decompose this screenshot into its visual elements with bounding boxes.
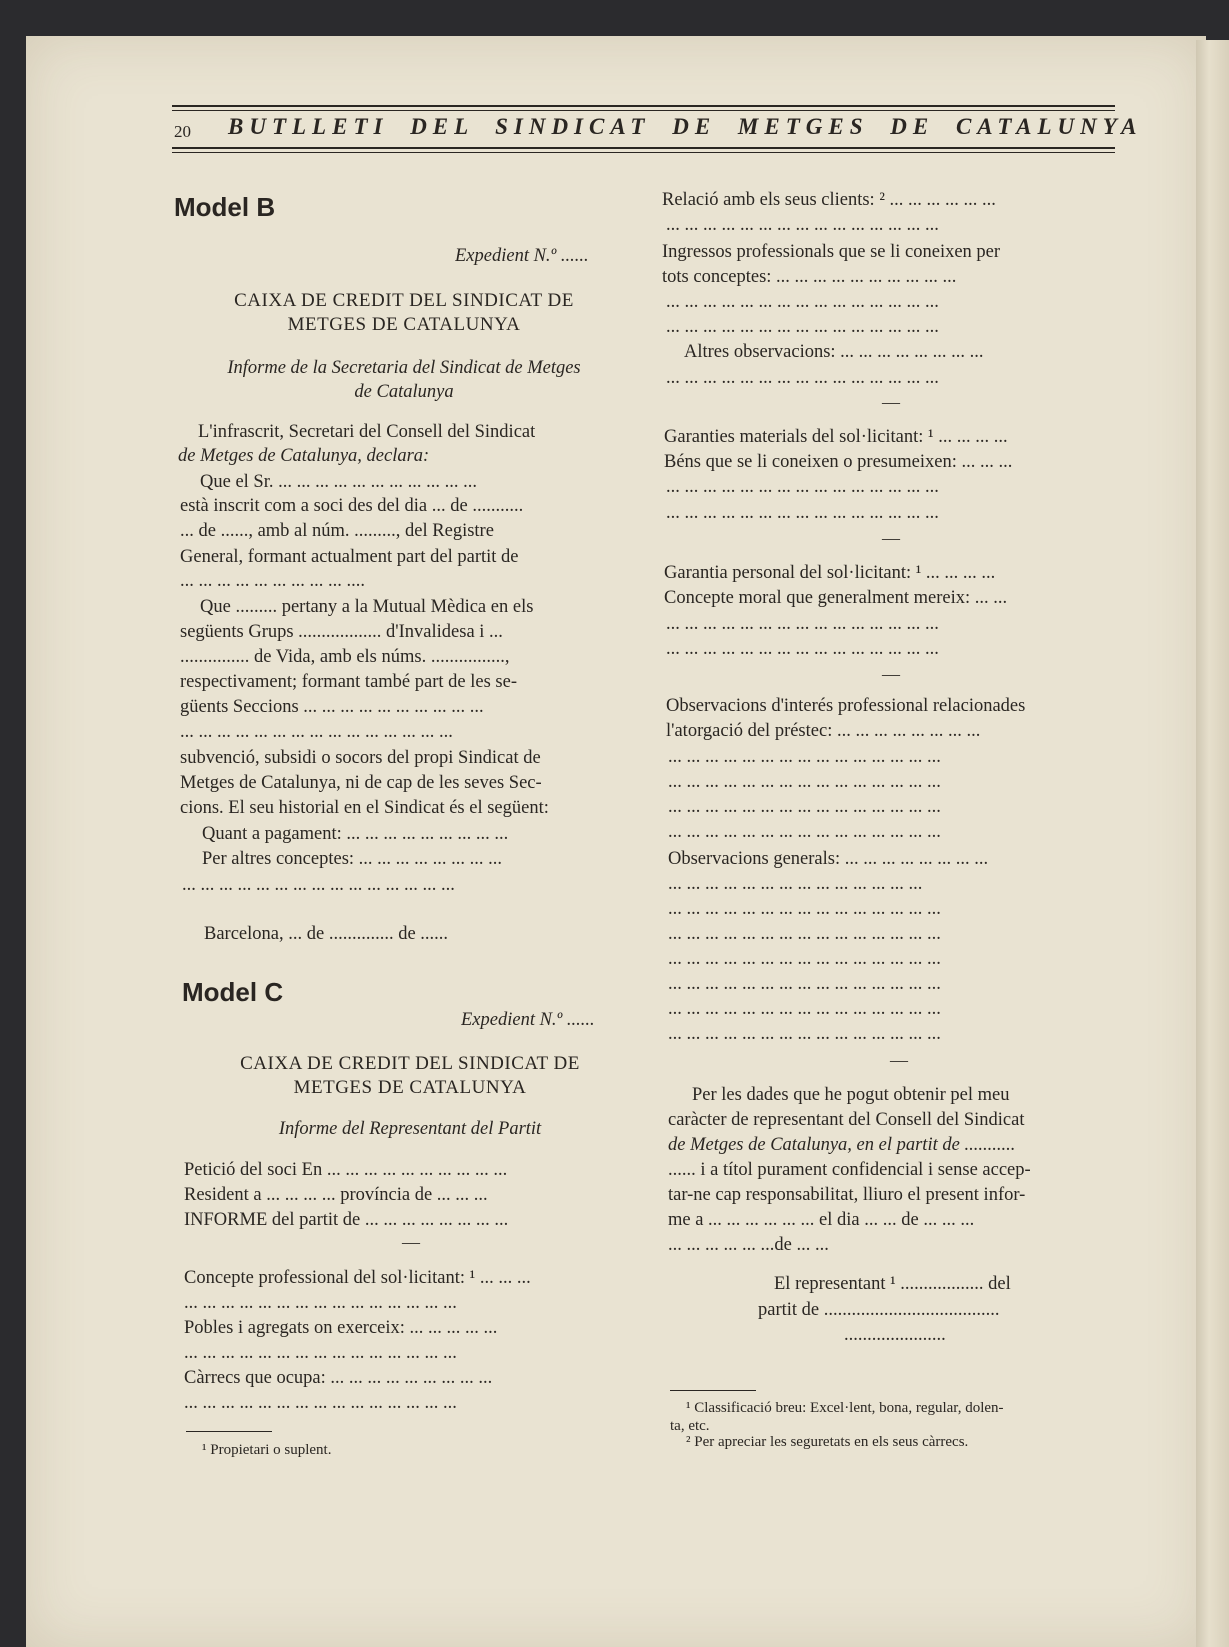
model-c-line: INFORME del partit de ... ... ... ... ... ... ... ...: [184, 1210, 509, 1230]
model-b-line: està inscrit com a soci des del dia ... de ...........: [180, 496, 524, 516]
header-rule-bottom-thin: [172, 152, 1115, 153]
right-line: ... ... ... ... ... ... ... ... ... ... ... ... ... ... ...: [666, 317, 939, 337]
right-line: Altres observacions: ... ... ... ... ... ... ... ...: [684, 342, 984, 362]
right-line: ... ... ... ... ... ... ... ... ... ... ... ... ... ... ...: [666, 368, 939, 388]
right-line: ... ... ... ... ... ... ... ... ... ... ... ... ... ... ...: [668, 899, 941, 919]
model-b-subtitle-line1: Informe de la Secretaria del Sindicat de Metges: [227, 358, 581, 378]
header-rule-top-thin: [172, 110, 1115, 111]
right-line: Observacions d'interés professional relacionades: [666, 696, 1026, 716]
right-line: caràcter de representant del Consell del Sindicat: [668, 1110, 1025, 1130]
page-number: 20: [174, 122, 191, 141]
model-c-line: ... ... ... ... ... ... ... ... ... ... ... ... ... ... ...: [184, 1343, 457, 1363]
book-spine: [1196, 40, 1229, 1647]
model-b-line: Barcelona, ... de .............. de ......: [204, 924, 449, 944]
model-c-line: Concepte professional del sol·licitant: ¹ ... ... ...: [184, 1268, 531, 1288]
signature-line: El representant ¹ .................. del: [774, 1274, 1011, 1294]
model-c-org-line2: METGES DE CATALUNYA: [293, 1077, 527, 1098]
right-line: ... ... ... ... ... ... ... ... ... ... ... ... ... ... ...: [668, 772, 941, 792]
header-rule-top: [172, 105, 1115, 107]
right-line: Relació amb els seus clients: ² ... ... ... ... ... ...: [662, 190, 996, 210]
model-b-line: ... de ......, amb al núm. ........., del Registre: [180, 521, 494, 541]
right-line: ... ... ... ... ... ... ... ... ... ... ... ... ... ... ...: [668, 797, 941, 817]
model-b-line: Per altres conceptes: ... ... ... ... ... ... ... ...: [202, 849, 503, 869]
section-divider: —: [402, 1232, 420, 1252]
model-c-line: Resident a ... ... ... ... província de ... ... ...: [184, 1185, 488, 1205]
model-b-line: cions. El seu historial en el Sindicat és el següent:: [180, 798, 549, 818]
model-c-line: Petició del soci En ... ... ... ... ... ... ... ... ... ...: [184, 1160, 508, 1180]
right-line: Béns que se li coneixen o presumeixen: ... ... ...: [664, 452, 1013, 472]
right-line: ... ... ... ... ... ... ... ... ... ... ... ... ... ... ...: [668, 822, 941, 842]
model-b-line: ... ... ... ... ... ... ... ... ... ... ... ... ... ... ...: [182, 875, 455, 895]
right-line: Ingressos professionals que se li coneixen per: [662, 242, 1001, 262]
right-line: ...... i a títol purament confidencial i sense accep-: [668, 1160, 1031, 1180]
model-b-line: ... ... ... ... ... ... ... ... ... ... ... ... ... ... ...: [180, 722, 453, 742]
running-title: BUTLLETI DEL SINDICAT DE METGES DE CATALUNYA: [228, 114, 1143, 139]
model-b-org-line2: METGES DE CATALUNYA: [287, 314, 521, 335]
model-c-expedient: Expedient N.º ......: [461, 1010, 595, 1030]
signature-line: partit de ......................................: [758, 1300, 1000, 1320]
right-line: Per les dades que he pogut obtenir pel meu: [692, 1085, 1010, 1105]
footnote-2: ² Per apreciar les seguretats en els seus càrrecs.: [686, 1434, 969, 1450]
section-divider: —: [890, 1050, 908, 1070]
right-line: tots conceptes: ... ... ... ... ... ... ... ... ... ...: [662, 267, 957, 287]
model-b-line: subvenció, subsidi o socors del propi Sindicat de: [180, 748, 541, 768]
model-b-line: de Metges de Catalunya, declara:: [178, 446, 430, 466]
model-c-footnote: ¹ Propietari o suplent.: [202, 1442, 332, 1458]
right-line: ... ... ... ... ... ... ... ... ... ... ... ... ... ... ...: [666, 639, 939, 659]
model-b-line: següents Grups .................. d'Invalidesa i ...: [180, 622, 503, 642]
right-line: ... ... ... ... ... ... ... ... ... ... ... ... ... ... ...: [666, 503, 939, 523]
right-line: tar-ne cap responsabilitat, lliuro el present infor-: [668, 1185, 1026, 1205]
right-line: ... ... ... ... ... ... ... ... ... ... ... ... ... ... ...: [666, 614, 939, 634]
right-line: ... ... ... ... ... ... ... ... ... ... ... ... ... ... ...: [668, 1024, 941, 1044]
model-c-line: ... ... ... ... ... ... ... ... ... ... ... ... ... ... ...: [184, 1393, 457, 1413]
section-divider: —: [882, 528, 900, 548]
model-b-org-line1: CAIXA DE CREDIT DEL SINDICAT DE: [234, 290, 574, 311]
model-c-line: Càrrecs que ocupa: ... ... ... ... ... ... ... ... ...: [184, 1368, 493, 1388]
right-line: ... ... ... ... ... ...de ... ...: [668, 1235, 829, 1255]
model-c-line: Pobles i agregats on exerceix: ... ... ... ... ...: [184, 1318, 498, 1338]
model-b-line: ... ... ... ... ... ... ... ... ... ....: [180, 571, 365, 591]
footnote-1: ¹ Classificació breu: Excel·lent, bona, regular, dolen-: [686, 1400, 1004, 1416]
right-line: ... ... ... ... ... ... ... ... ... ... ... ... ... ... ...: [668, 999, 941, 1019]
model-b-expedient: Expedient N.º ......: [455, 246, 589, 266]
right-line: ... ... ... ... ... ... ... ... ... ... ... ... ... ... ...: [668, 949, 941, 969]
right-line: Garanties materials del sol·licitant: ¹ ... ... ... ...: [664, 427, 1008, 447]
right-line: ... ... ... ... ... ... ... ... ... ... ... ... ... ... ...: [666, 292, 939, 312]
model-c-org-line1: CAIXA DE CREDIT DEL SINDICAT DE: [240, 1053, 580, 1074]
right-line: Garantia personal del sol·licitant: ¹ ... ... ... ...: [664, 563, 996, 583]
model-b-line: General, formant actualment part del partit de: [180, 547, 519, 567]
right-line: Observacions generals: ... ... ... ... ... ... ... ...: [668, 849, 989, 869]
right-line: ... ... ... ... ... ... ... ... ... ... ... ... ... ... ...: [666, 477, 939, 497]
right-line: ... ... ... ... ... ... ... ... ... ... ... ... ... ... ...: [668, 747, 941, 767]
right-line: ... ... ... ... ... ... ... ... ... ... ... ... ... ... ...: [668, 924, 941, 944]
section-divider: —: [882, 392, 900, 412]
footnote-rule: [670, 1390, 756, 1391]
model-c-line: ... ... ... ... ... ... ... ... ... ... ... ... ... ... ...: [184, 1293, 457, 1313]
model-b-line: Que el Sr. ... ... ... ... ... ... ... ... ... ... ...: [200, 472, 477, 492]
model-b-line: Que ......... pertany a la Mutual Mèdica en els: [200, 597, 534, 617]
model-b-line: Metges de Catalunya, ni de cap de les seves Sec-: [180, 773, 542, 793]
model-c-subtitle: Informe del Representant del Partit: [278, 1119, 542, 1139]
model-b-line: Quant a pagament: ... ... ... ... ... ... ... ... ...: [202, 824, 509, 844]
right-line: de Metges de Catalunya, en el partit de ...........: [668, 1135, 1016, 1155]
right-line: l'atorgació del préstec: ... ... ... ... ... ... ... ...: [666, 721, 981, 741]
right-line: Concepte moral que generalment mereix: ... ...: [664, 588, 1008, 608]
model-c-title: Model C: [182, 977, 284, 1007]
right-line: ... ... ... ... ... ... ... ... ... ... ... ... ... ... ...: [666, 215, 939, 235]
model-b-title: Model B: [174, 192, 276, 222]
signature-line: ......................: [844, 1325, 946, 1345]
model-b-line: respectivament; formant també part de les se-: [180, 672, 517, 692]
right-line: ... ... ... ... ... ... ... ... ... ... ... ... ... ... ...: [668, 974, 941, 994]
model-b-line: güents Seccions ... ... ... ... ... ... ... ... ... ...: [180, 697, 484, 717]
section-divider: —: [882, 664, 900, 684]
right-line: ... ... ... ... ... ... ... ... ... ... ... ... ... ...: [668, 874, 923, 894]
footnote-rule: [186, 1431, 272, 1432]
model-b-line: ............... de Vida, amb els núms. ................,: [180, 647, 510, 667]
model-b-subtitle-line2: de Catalunya: [354, 382, 454, 402]
right-line: me a ... ... ... ... ... ... el dia ... ... de ... ... ...: [668, 1210, 975, 1230]
header-rule-bottom: [172, 147, 1115, 149]
model-b-line: L'infrascrit, Secretari del Consell del Sindicat: [198, 422, 536, 442]
footnote-1-cont: ta, etc.: [670, 1418, 710, 1434]
